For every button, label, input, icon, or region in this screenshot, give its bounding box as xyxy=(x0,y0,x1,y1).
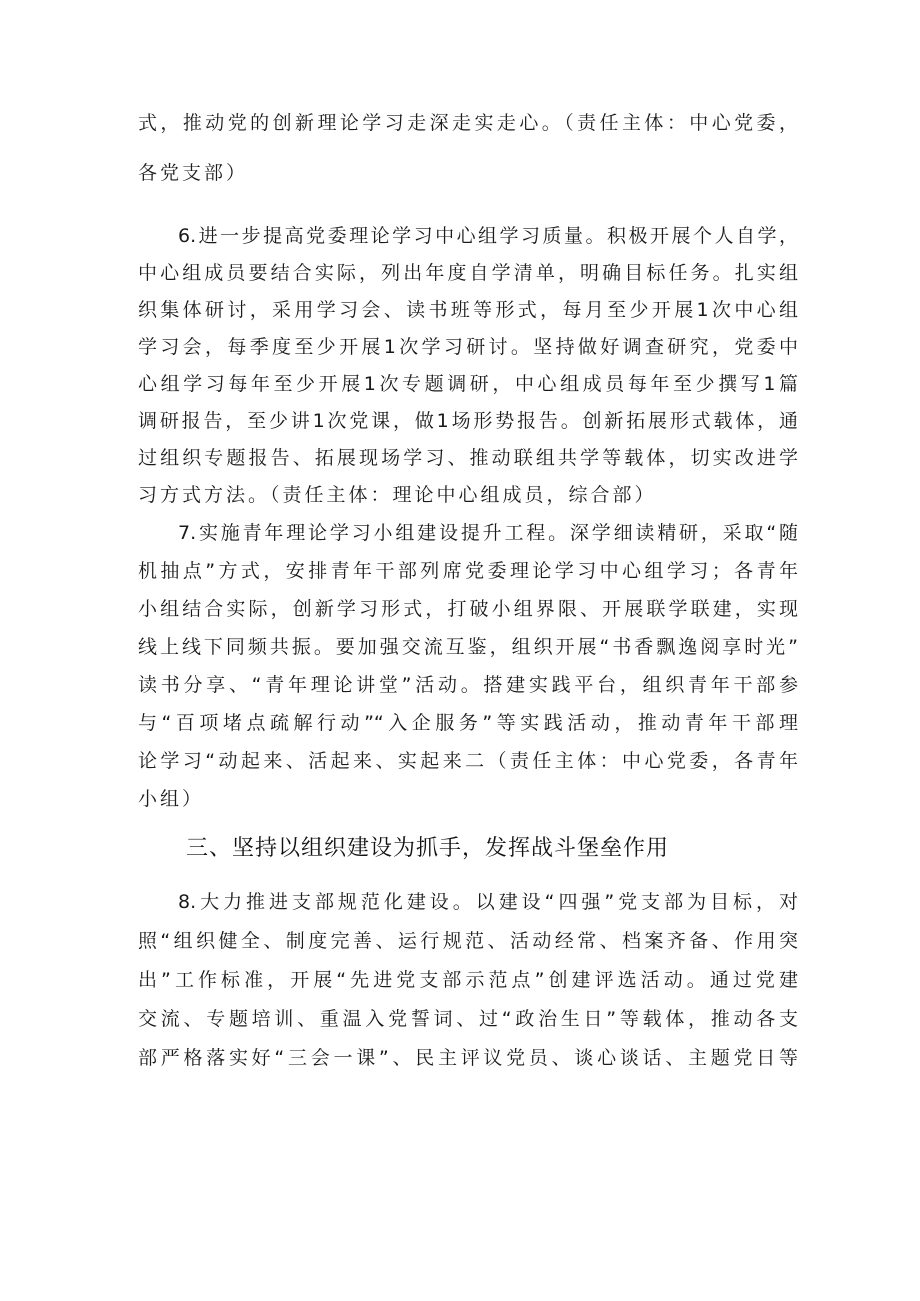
paragraph-line: 学习会，每季度至少开展1次学习研讨。坚持做好调查研究，党委中 xyxy=(138,336,798,358)
paragraph-line: 织集体研讨，采用学习会、读书班等形式，每月至少开展1次中心组 xyxy=(138,299,798,321)
paragraph-line: 线上线下同频共振。要加强交流互鉴，组织开展“书香飘逸阅享时光” xyxy=(138,636,798,658)
paragraph-line: 各党支部） xyxy=(138,162,249,184)
paragraph-line: 与“百项堵点疏解行动”“入企服务”等实践活动，推动青年干部理 xyxy=(138,712,798,734)
paragraph-line: 心组学习每年至少开展1次专题调研，中心组成员每年至少撰写1篇 xyxy=(138,373,798,395)
paragraph-line: 中心组成员要结合实际，列出年度自学清单，明确目标任务。扎实组 xyxy=(138,262,798,284)
paragraph-line: 论学习“动起来、活起来、实起来二（责任主体：中心党委，各青年 xyxy=(138,750,798,772)
paragraph-line: 交流、专题培训、重温入党誓词、过“政治生日”等载体，推动各支 xyxy=(138,1008,798,1030)
paragraph-line: 部严格落实好“三会一课”、民主评议党员、谈心谈话、主题党日等 xyxy=(138,1047,798,1069)
paragraph-line: 调研报告，至少讲1次党课，做1场形势报告。创新拓展形式载体，通 xyxy=(138,410,798,432)
paragraph-line: 出”工作标准，开展“先进党支部示范点”创建评选活动。通过党建 xyxy=(138,969,798,991)
paragraph-line: 7.实施青年理论学习小组建设提升工程。深学细读精研，采取“随 xyxy=(178,522,798,544)
paragraph-line: 读书分享、“青年理论讲堂”活动。搭建实践平台，组织青年干部参 xyxy=(138,674,798,696)
paragraph-line: 习方式方法。（责任主体：理论中心组成员，综合部） xyxy=(138,484,657,506)
paragraph-line: 过组织专题报告、拓展现场学习、推动联组共学等载体，切实改进学 xyxy=(138,447,798,469)
paragraph-line: 小组结合实际，创新学习形式，打破小组界限、开展联学联建，实现 xyxy=(138,598,798,620)
paragraph-line: 8.大力推进支部规范化建设。以建设“四强”党支部为目标，对 xyxy=(178,891,798,913)
paragraph-line: 式，推动党的创新理论学习走深走实走心。（责任主体：中心党委， xyxy=(138,112,798,134)
section-heading: 三、坚持以组织建设为抓手，发挥战斗堡垒作用 xyxy=(186,836,670,861)
paragraph-line: 照“组织健全、制度完善、运行规范、活动经常、档案齐备、作用突 xyxy=(138,930,798,952)
paragraph-line: 小组） xyxy=(138,788,205,810)
paragraph-line: 机抽点”方式，安排青年干部列席党委理论学习中心组学习；各青年 xyxy=(138,560,798,582)
paragraph-line: 6.进一步提高党委理论学习中心组学习质量。积极开展个人自学， xyxy=(178,225,798,247)
